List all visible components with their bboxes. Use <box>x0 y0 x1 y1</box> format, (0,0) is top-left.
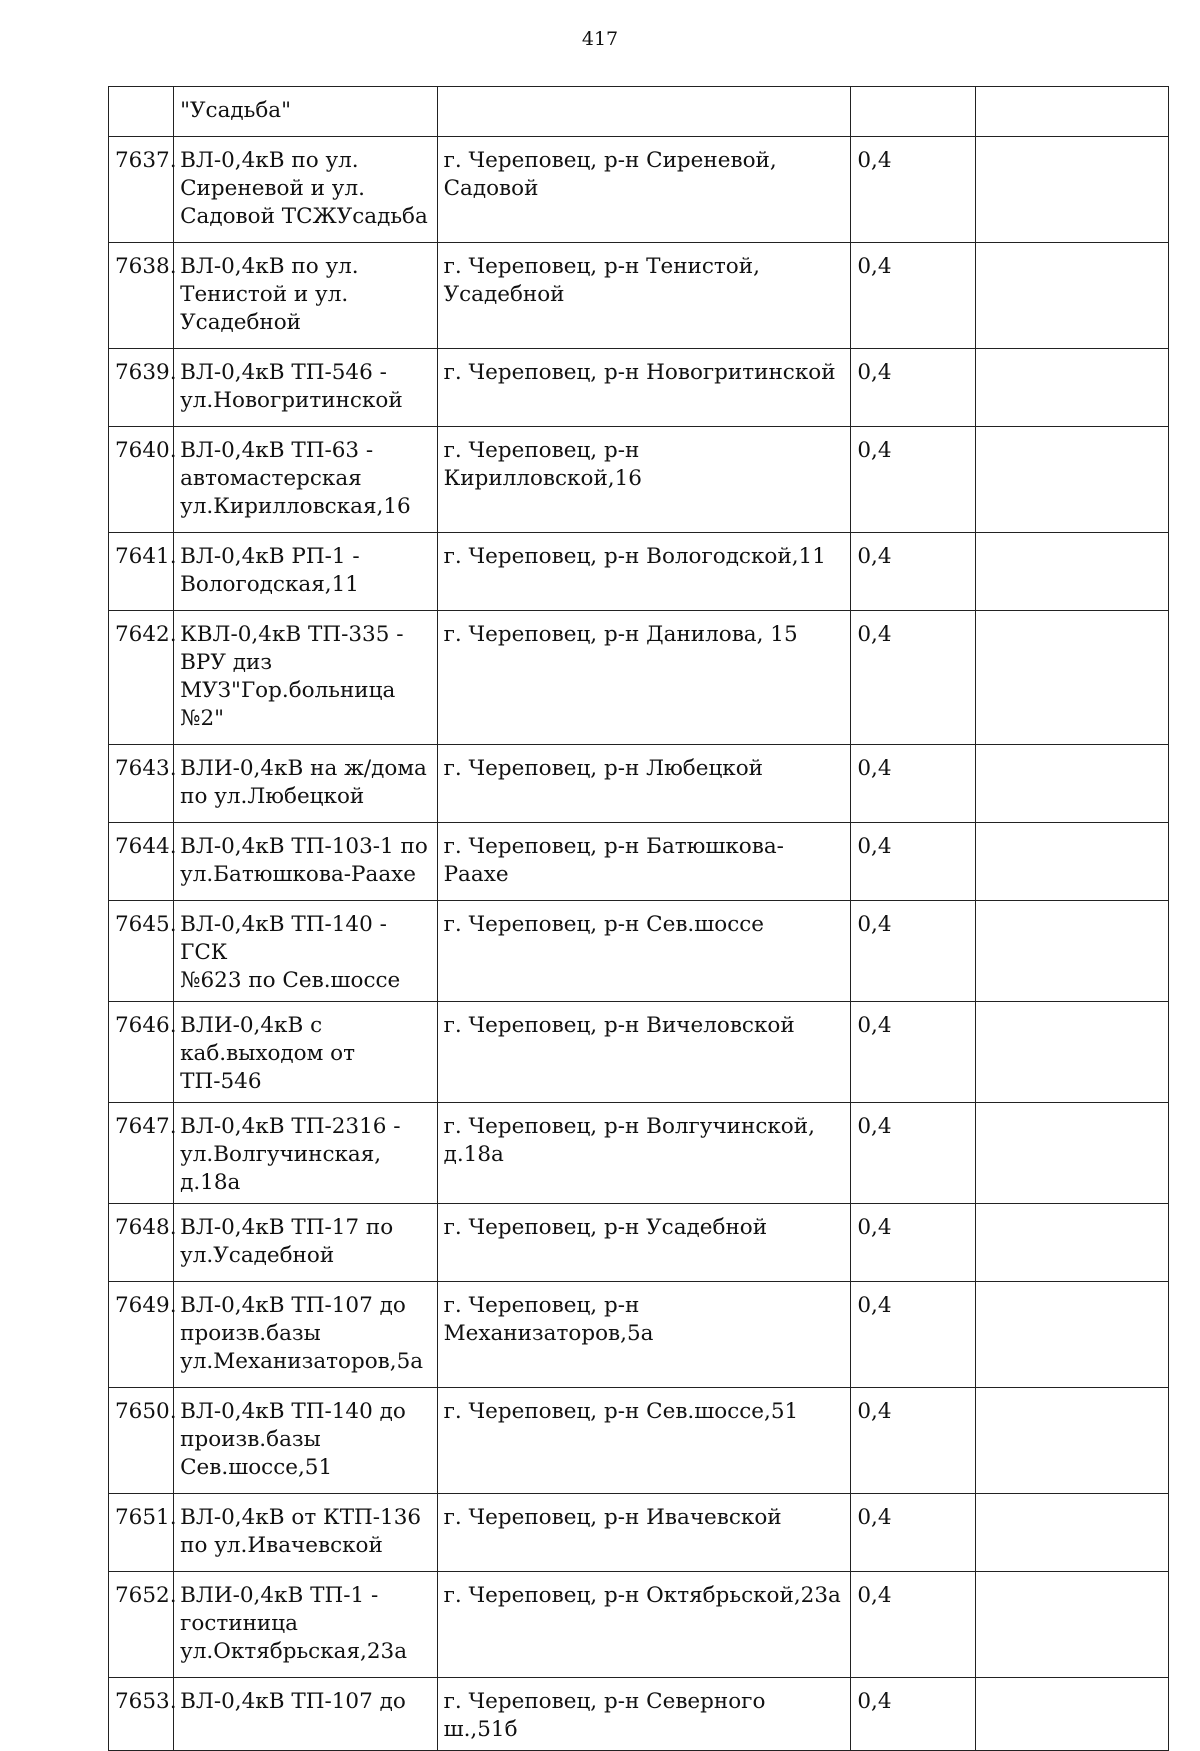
voltage-cell: 0,4 <box>851 1494 975 1572</box>
voltage-cell: 0,4 <box>851 427 975 533</box>
table-row <box>109 823 1169 901</box>
voltage-cell: 0,4 <box>851 745 975 823</box>
extra-cell <box>975 823 1168 901</box>
line-name-cell: ВЛ-0,4кВ ТП-546 - ул.Новогритинской <box>174 349 437 427</box>
page-number: 417 <box>581 28 619 50</box>
address-cell: г. Череповец, р-н Механизаторов,5а <box>437 1282 851 1388</box>
extra-cell <box>975 1002 1168 1103</box>
table-row <box>109 901 1169 1002</box>
row-number-cell: 7643. <box>109 745 174 823</box>
row-number-cell: 7641. <box>109 533 174 611</box>
address-cell: г. Череповец, р-н Усадебной <box>437 1204 851 1282</box>
address-cell: г. Череповец, р-н Сев.шоссе,51 <box>437 1388 851 1494</box>
table-row <box>109 1678 1169 1751</box>
extra-cell <box>975 1282 1168 1388</box>
row-number-cell: 7642. <box>109 611 174 745</box>
extra-cell <box>975 427 1168 533</box>
extra-cell <box>975 1678 1168 1751</box>
table-row <box>109 349 1169 427</box>
address-cell: г. Череповец, р-н Новогритинской <box>437 349 851 427</box>
table-row <box>109 1494 1169 1572</box>
extra-cell <box>975 901 1168 1002</box>
line-name-cell: ВЛ-0,4кВ по ул. Сиреневой и ул. Садовой ТСЖУсадьба <box>174 137 437 243</box>
voltage-cell: 0,4 <box>851 1103 975 1204</box>
voltage-cell: 0,4 <box>851 1282 975 1388</box>
address-cell: г. Череповец, р-н Тенистой, Усадебной <box>437 243 851 349</box>
row-number-cell: 7638. <box>109 243 174 349</box>
row-number-cell: 7648. <box>109 1204 174 1282</box>
address-cell: г. Череповец, р-н Вологодской,11 <box>437 533 851 611</box>
extra-cell <box>975 1103 1168 1204</box>
address-cell <box>437 87 851 137</box>
table-row <box>109 243 1169 349</box>
voltage-cell: 0,4 <box>851 1002 975 1103</box>
table-row <box>109 611 1169 745</box>
address-cell: г. Череповец, р-н Ивачевской <box>437 1494 851 1572</box>
extra-cell <box>975 137 1168 243</box>
voltage-cell: 0,4 <box>851 137 975 243</box>
voltage-cell: 0,4 <box>851 823 975 901</box>
line-name-cell: ВЛИ-0,4кВ с каб.выходом от ТП-546 <box>174 1002 437 1103</box>
voltage-cell <box>851 87 975 137</box>
extra-cell <box>975 87 1168 137</box>
row-number-cell: 7650. <box>109 1388 174 1494</box>
row-number-cell: 7653. <box>109 1678 174 1751</box>
extra-cell <box>975 243 1168 349</box>
voltage-cell: 0,4 <box>851 1388 975 1494</box>
address-cell: г. Череповец, р-н Любецкой <box>437 745 851 823</box>
address-cell: г. Череповец, р-н Северного ш.,51б <box>437 1678 851 1751</box>
voltage-cell: 0,4 <box>851 349 975 427</box>
extra-cell <box>975 349 1168 427</box>
address-cell: г. Череповец, р-н Кирилловской,16 <box>437 427 851 533</box>
extra-cell <box>975 1204 1168 1282</box>
line-name-cell: ВЛ-0,4кВ ТП-2316 - ул.Волгучинская, д.18а <box>174 1103 437 1204</box>
extra-cell <box>975 533 1168 611</box>
address-cell: г. Череповец, р-н Батюшкова-Раахе <box>437 823 851 901</box>
voltage-cell: 0,4 <box>851 1572 975 1678</box>
table-row <box>109 1388 1169 1494</box>
voltage-cell: 0,4 <box>851 1204 975 1282</box>
line-name-cell: ВЛ-0,4кВ ТП-17 по ул.Усадебной <box>174 1204 437 1282</box>
line-name-cell: "Усадьба" <box>174 87 437 137</box>
line-name-cell: ВЛ-0,4кВ РП-1 - Вологодская,11 <box>174 533 437 611</box>
table-row <box>109 533 1169 611</box>
table-row <box>109 1572 1169 1678</box>
row-number-cell: 7647. <box>109 1103 174 1204</box>
line-name-cell: ВЛ-0,4кВ ТП-63 - автомастерская ул.Кирилловская,16 <box>174 427 437 533</box>
row-number-cell: 7639. <box>109 349 174 427</box>
line-name-cell: ВЛ-0,4кВ по ул. Тенистой и ул. Усадебной <box>174 243 437 349</box>
address-cell: г. Череповец, р-н Волгучинской, д.18а <box>437 1103 851 1204</box>
extra-cell <box>975 1388 1168 1494</box>
row-number-cell: 7637. <box>109 137 174 243</box>
line-name-cell: ВЛИ-0,4кВ ТП-1 - гостиница ул.Октябрьская,23а <box>174 1572 437 1678</box>
extra-cell <box>975 1572 1168 1678</box>
table-row <box>109 137 1169 243</box>
table-row <box>109 427 1169 533</box>
row-number-cell: 7646. <box>109 1002 174 1103</box>
address-cell: г. Череповец, р-н Данилова, 15 <box>437 611 851 745</box>
address-cell: г. Череповец, р-н Октябрьской,23а <box>437 1572 851 1678</box>
registry-table-body <box>109 87 1169 1751</box>
line-name-cell: ВЛ-0,4кВ ТП-103-1 по ул.Батюшкова-Раахе <box>174 823 437 901</box>
extra-cell <box>975 611 1168 745</box>
voltage-cell: 0,4 <box>851 611 975 745</box>
voltage-cell: 0,4 <box>851 533 975 611</box>
extra-cell <box>975 1494 1168 1572</box>
row-number-cell: 7649. <box>109 1282 174 1388</box>
address-cell: г. Череповец, р-н Сев.шоссе <box>437 901 851 1002</box>
line-name-cell: КВЛ-0,4кВ ТП-335 - ВРУ диз МУЗ"Гор.больница №2" <box>174 611 437 745</box>
voltage-cell: 0,4 <box>851 901 975 1002</box>
row-number-cell: 7645. <box>109 901 174 1002</box>
row-number-cell: 7651. <box>109 1494 174 1572</box>
row-number-cell: 7644. <box>109 823 174 901</box>
table-row <box>109 1204 1169 1282</box>
table-row <box>109 1002 1169 1103</box>
line-name-cell: ВЛ-0,4кВ ТП-107 до <box>174 1678 437 1751</box>
address-cell: г. Череповец, р-н Сиреневой, Садовой <box>437 137 851 243</box>
table-row <box>109 745 1169 823</box>
line-name-cell: ВЛ-0,4кВ от КТП-136 по ул.Ивачевской <box>174 1494 437 1572</box>
extra-cell <box>975 745 1168 823</box>
table-row <box>109 1103 1169 1204</box>
line-name-cell: ВЛ-0,4кВ ТП-140 - ГСК №623 по Сев.шоссе <box>174 901 437 1002</box>
row-number-cell <box>109 87 174 137</box>
voltage-cell: 0,4 <box>851 1678 975 1751</box>
registry-table <box>108 86 1169 1751</box>
voltage-cell: 0,4 <box>851 243 975 349</box>
line-name-cell: ВЛ-0,4кВ ТП-140 до произв.базы Сев.шоссе,51 <box>174 1388 437 1494</box>
row-number-cell: 7652. <box>109 1572 174 1678</box>
line-name-cell: ВЛ-0,4кВ ТП-107 до произв.базы ул.Механизаторов,5а <box>174 1282 437 1388</box>
line-name-cell: ВЛИ-0,4кВ на ж/дома по ул.Любецкой <box>174 745 437 823</box>
row-number-cell: 7640. <box>109 427 174 533</box>
table-row <box>109 87 1169 137</box>
table-row <box>109 1282 1169 1388</box>
address-cell: г. Череповец, р-н Вичеловской <box>437 1002 851 1103</box>
